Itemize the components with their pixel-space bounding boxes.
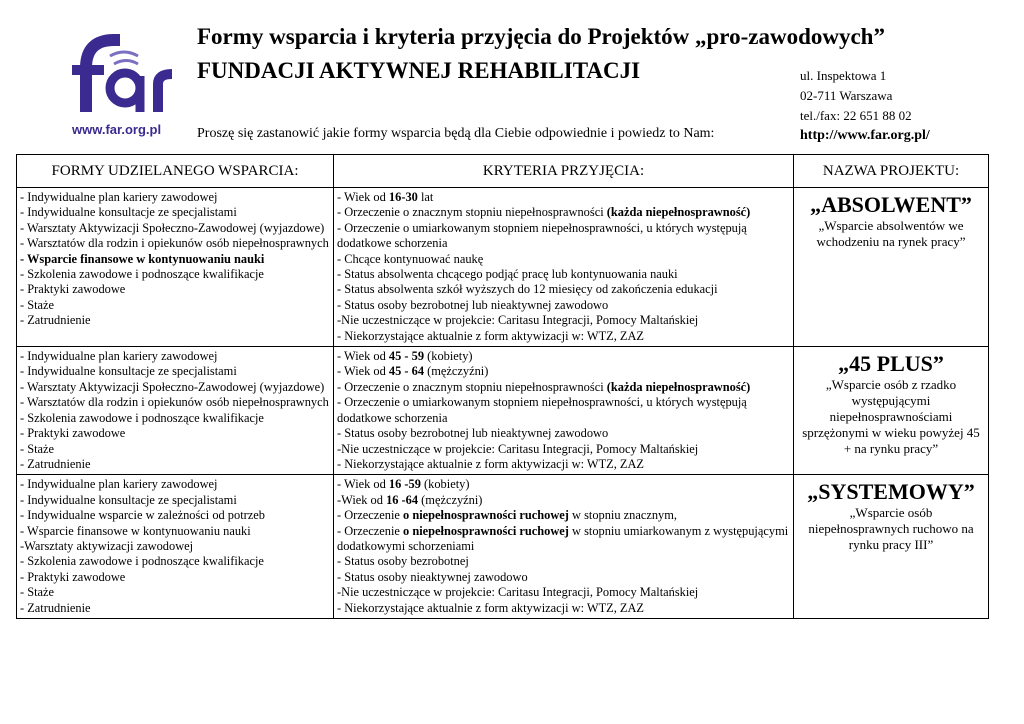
text: - Status osoby bezrobotnej lub nieaktywnej zawodowo — [337, 297, 609, 312]
criteria-item — [337, 364, 790, 379]
form-item — [20, 205, 330, 220]
text: -Warsztaty aktywizacji zawodowej — [20, 538, 194, 553]
text: -Nie uczestniczące w projekcie: Caritasu Integracji, Pomocy Maltańskiej — [337, 441, 699, 456]
address-street: ul. Inspektowa 1 — [800, 68, 887, 83]
form-item — [20, 570, 330, 585]
form-item — [20, 508, 330, 523]
project-cell — [794, 347, 989, 475]
address-block — [800, 66, 930, 146]
form-item — [20, 282, 330, 297]
text: - Status absolwenta szkół wyższych do 12 miesięcy od zakończenia edukacji — [337, 282, 718, 297]
text: - Praktyki zawodowe — [20, 426, 126, 441]
text: - Staże — [20, 297, 55, 312]
text: - Niekorzystające aktualnie z form aktywizacji w: WTZ, ZAZ — [337, 600, 645, 615]
table-row — [17, 188, 989, 347]
criteria-item — [337, 349, 790, 364]
text: - Status osoby bezrobotnej lub nieaktywnej zawodowo — [337, 426, 609, 441]
text: - Wiek od — [337, 364, 389, 379]
criteria-item — [337, 282, 790, 297]
text: - Niekorzystające aktualnie z form aktywizacji w: WTZ, ZAZ — [337, 456, 645, 471]
address-phone: tel./fax: 22 651 88 02 — [800, 108, 912, 123]
intro-text: Proszę się zastanowić jakie formy wsparcia będą dla Ciebie odpowiednie i powiedz to Nam: — [197, 126, 715, 141]
text: -Nie uczestniczące w projekcie: Caritasu Integracji, Pomocy Maltańskiej — [337, 585, 699, 600]
text: - Indywidualne konsultacje ze specjalistami — [20, 364, 237, 379]
text: - Indywidualne plan kariery zawodowej — [20, 477, 218, 492]
criteria-item — [337, 380, 790, 395]
text: - Indywidualne konsultacje ze specjalistami — [20, 205, 237, 220]
criteria-cell — [334, 347, 794, 475]
criteria-item — [337, 554, 790, 569]
form-item — [20, 457, 330, 472]
logo-url[interactable]: www.far.org.pl — [72, 122, 162, 137]
text: - Praktyki zawodowe — [20, 569, 126, 584]
text: - Szkolenia zawodowe i podnoszące kwalifikacje — [20, 267, 264, 282]
text: - Indywidualne plan kariery zawodowej — [20, 349, 218, 364]
project-cell — [794, 188, 989, 347]
text: -Nie uczestniczące w projekcie: Caritasu Integracji, Pomocy Maltańskiej — [337, 313, 699, 328]
text: - Indywidualne konsultacje ze specjalistami — [20, 492, 237, 507]
form-item — [20, 236, 330, 251]
project-description: „Wsparcie absolwentów we wchodzeniu na rynek pracy” — [816, 218, 966, 249]
text: - Orzeczenie — [337, 523, 404, 538]
form-item — [20, 426, 330, 441]
text: - Staże — [20, 441, 55, 456]
address-city: 02-711 Warszawa — [800, 88, 893, 103]
text: - Wiek od — [337, 477, 389, 492]
text: - Warsztatów dla rodzin i opiekunów osób niepełnosprawnych — [20, 395, 329, 410]
criteria-item — [337, 477, 790, 492]
project-name: „45 PLUS” — [838, 351, 944, 377]
form-item — [20, 554, 330, 569]
criteria-item — [337, 442, 790, 457]
text: - Orzeczenie — [337, 508, 404, 523]
table-row — [17, 475, 989, 619]
form-item — [20, 267, 330, 282]
forms-cell — [17, 188, 334, 347]
criteria-item — [337, 585, 790, 600]
text: - Warsztaty Aktywizacji Społeczno-Zawodowej (wyjazdowe) — [20, 379, 325, 394]
bold-text: 16 -59 — [388, 477, 421, 492]
text: (mężczyźni) — [418, 492, 483, 507]
form-item — [20, 221, 330, 236]
form-item — [20, 380, 330, 395]
text: -Wiek od — [337, 492, 387, 507]
header-forms: FORMY UDZIELANEGO WSPARCIA: — [17, 155, 334, 188]
text: - Szkolenia zawodowe i podnoszące kwalifikacje — [20, 410, 264, 425]
form-item — [20, 252, 330, 267]
text: - Wiek od — [337, 190, 389, 204]
criteria-item — [337, 252, 790, 267]
text: w stopniu umiarkowanym z występującymi dodatkowymi schorzeniami — [337, 523, 789, 553]
table-header-row — [17, 155, 989, 188]
project-name: „ABSOLWENT” — [810, 192, 972, 217]
criteria-item — [337, 493, 790, 508]
form-item — [20, 524, 330, 539]
text: - Orzeczenie o umiarkowanym stopniem niepełnosprawności, u których występują dodatkowe schorzenia — [337, 395, 747, 425]
text: - Zatrudnienie — [20, 456, 91, 471]
bold-text: 16-30 — [388, 190, 418, 204]
bold-text: 45 - 59 — [388, 349, 425, 364]
criteria-item — [337, 457, 790, 472]
form-item — [20, 190, 330, 205]
form-item — [20, 477, 330, 492]
text: - Wiek od — [337, 349, 389, 364]
support-table — [16, 154, 989, 619]
forms-cell — [17, 347, 334, 475]
criteria-cell — [334, 188, 794, 347]
text: - Warsztaty Aktywizacji Społeczno-Zawodowej (wyjazdowe) — [20, 220, 325, 235]
form-item — [20, 442, 330, 457]
criteria-item — [337, 221, 790, 252]
form-item — [20, 395, 330, 410]
page-subtitle: FUNDACJI AKTYWNEJ REHABILITACJI — [197, 58, 641, 83]
bold-text: (każda niepełnosprawność) — [606, 205, 751, 220]
criteria-item — [337, 426, 790, 441]
text: - Staże — [20, 585, 55, 600]
bold-text: o niepełnosprawności ruchowej — [403, 508, 569, 523]
bold-text: - Wsparcie finansowe w kontynuowaniu nauki — [20, 251, 265, 266]
text: w stopniu znacznym, — [568, 508, 677, 523]
criteria-item — [337, 570, 790, 585]
form-item — [20, 411, 330, 426]
forms-cell — [17, 475, 334, 619]
bold-text: 16 -64 — [386, 492, 419, 507]
text: - Wsparcie finansowe w kontynuowaniu nauki — [20, 523, 251, 538]
header-criteria: KRYTERIA PRZYJĘCIA: — [334, 155, 794, 188]
text: - Orzeczenie o umiarkowanym stopniem niepełnosprawności, u których występują dodatkowe schorzenia — [337, 220, 747, 251]
text: - Warsztatów dla rodzin i opiekunów osób niepełnosprawnych — [20, 236, 329, 251]
criteria-item — [337, 329, 790, 344]
form-item — [20, 313, 330, 328]
project-name: „SYSTEMOWY” — [807, 479, 975, 505]
text: (kobiety) — [420, 477, 470, 492]
text: - Zatrudnienie — [20, 600, 91, 615]
form-item — [20, 539, 330, 554]
form-item — [20, 349, 330, 364]
text: - Praktyki zawodowe — [20, 282, 126, 297]
text: - Status osoby nieaktywnej zawodowo — [337, 569, 528, 584]
form-item — [20, 601, 330, 616]
bold-text: (każda niepełnosprawność) — [606, 379, 751, 394]
form-item — [20, 298, 330, 313]
project-description: „Wsparcie osób niepełnosprawnych ruchowo na rynku pracy III” — [808, 505, 974, 553]
criteria-item — [337, 205, 790, 220]
text: (mężczyźni) — [424, 364, 489, 379]
criteria-item — [337, 524, 790, 555]
text: - Szkolenia zawodowe i podnoszące kwalifikacje — [20, 554, 264, 569]
text: - Zatrudnienie — [20, 313, 91, 328]
criteria-item — [337, 190, 790, 205]
criteria-item — [337, 313, 790, 328]
address-website[interactable]: http://www.far.org.pl/ — [800, 128, 930, 143]
text: lat — [417, 190, 434, 204]
project-description: „Wsparcie osób z rzadko występującymi niepełnosprawnościami sprzężonymi w wieku powyżej 45 + na rynku pracy” — [802, 377, 980, 457]
text: - Indywidualne wsparcie w zależności od potrzeb — [20, 508, 265, 523]
project-cell — [794, 475, 989, 619]
criteria-item — [337, 267, 790, 282]
criteria-item — [337, 395, 790, 426]
criteria-item — [337, 298, 790, 313]
text: (kobiety) — [424, 349, 473, 364]
bold-text: o niepełnosprawności ruchowej — [403, 523, 569, 538]
text: - Orzeczenie o znacznym stopniu niepełnosprawności — [337, 379, 607, 394]
criteria-item — [337, 601, 790, 616]
text: - Status absolwenta chcącego podjąć pracę lub kontynuowania nauki — [337, 267, 678, 282]
text: - Orzeczenie o znacznym stopniu niepełnosprawności — [337, 205, 607, 220]
form-item — [20, 585, 330, 600]
table-row — [17, 347, 989, 475]
form-item — [20, 493, 330, 508]
page-title: Formy wsparcia i kryteria przyjęcia do Projektów „pro-zawodowych” — [197, 24, 885, 49]
text: - Chcące kontynuować naukę — [337, 251, 484, 266]
bold-text: 45 - 64 — [388, 364, 425, 379]
far-logo-graphic — [62, 26, 180, 126]
text: - Indywidualne plan kariery zawodowej — [20, 190, 218, 204]
criteria-item — [337, 508, 790, 523]
text: - Niekorzystające aktualnie z form aktywizacji w: WTZ, ZAZ — [337, 328, 645, 343]
header-project: NAZWA PROJEKTU: — [794, 155, 989, 188]
form-item — [20, 364, 330, 379]
text: - Status osoby bezrobotnej — [337, 554, 469, 569]
criteria-cell — [334, 475, 794, 619]
